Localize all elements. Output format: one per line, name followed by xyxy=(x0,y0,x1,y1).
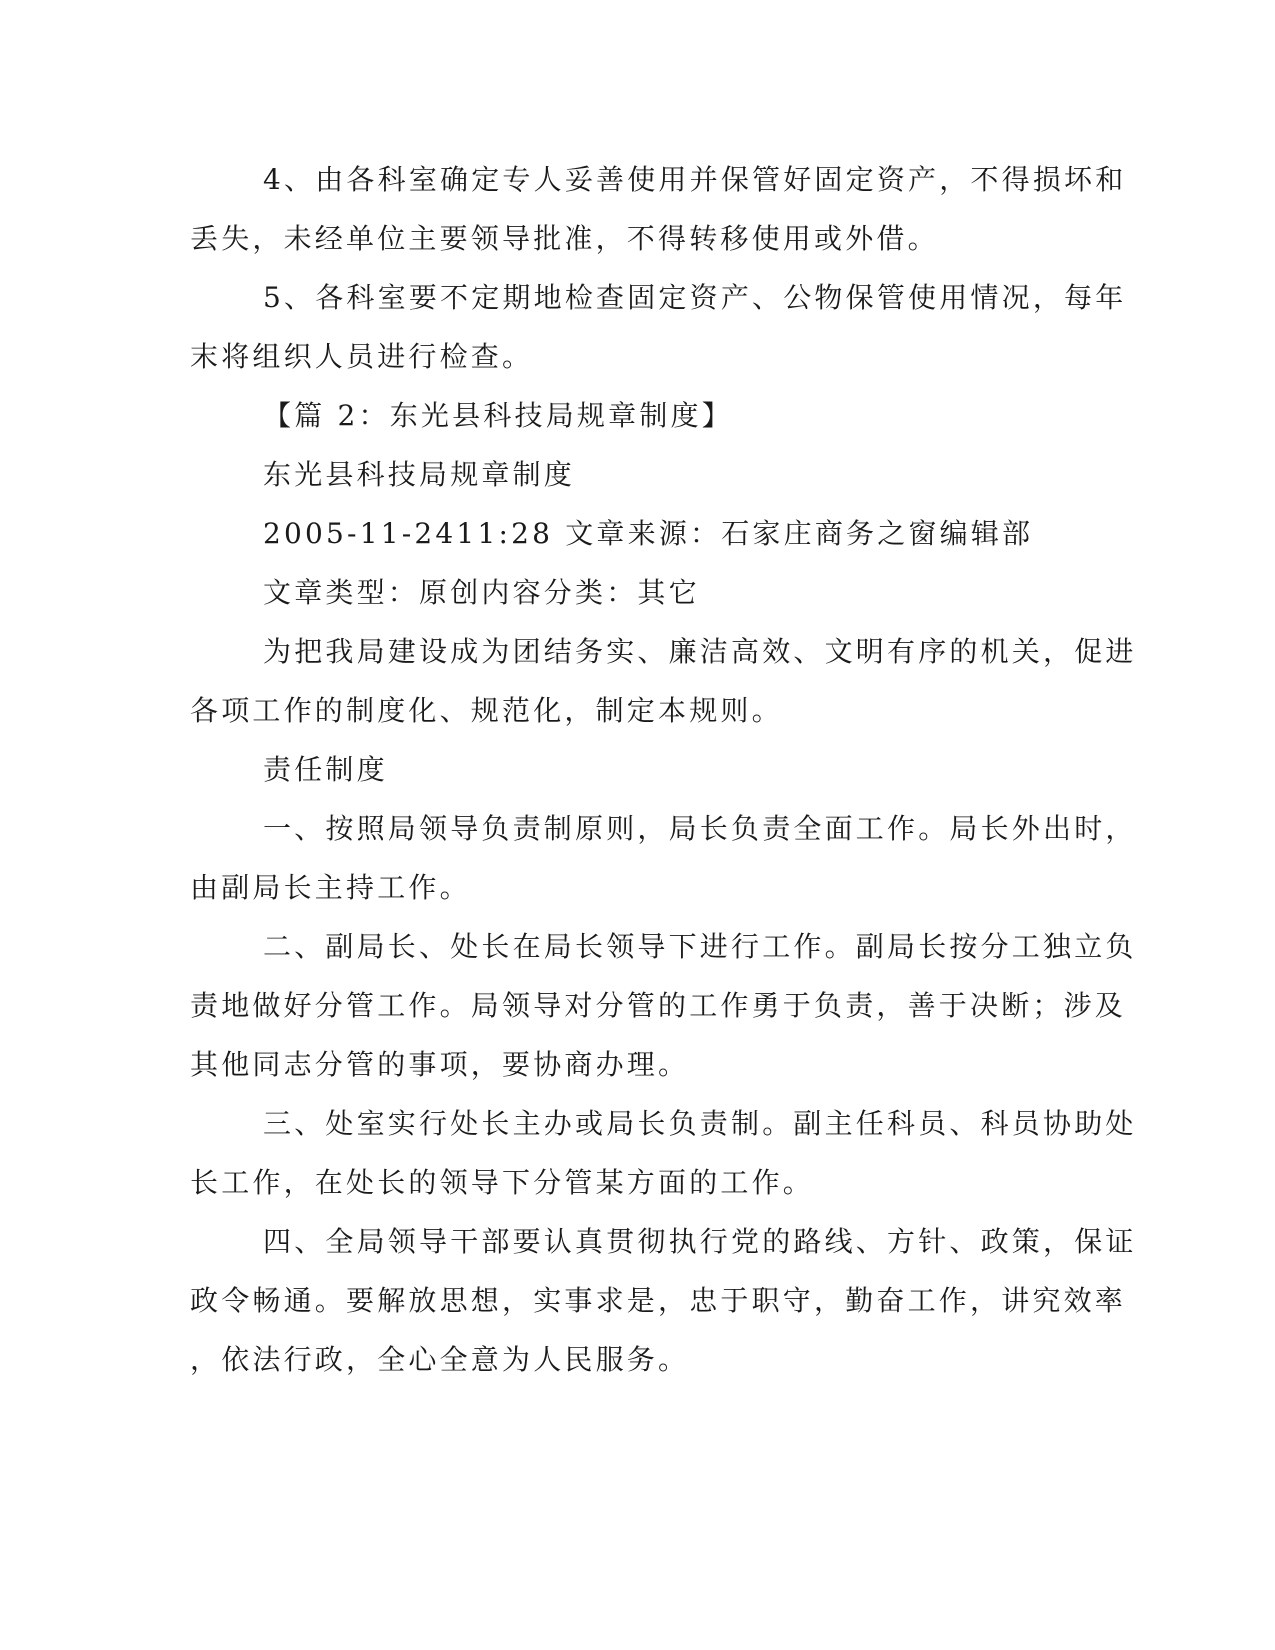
paragraph-line: 各项工作的制度化、规范化，制定本规则。 xyxy=(190,694,783,727)
paragraph-line: 丢失，未经单位主要领导批准，不得转移使用或外借。 xyxy=(190,222,939,255)
paragraph-line: 为把我局建设成为团结务实、廉洁高效、文明有序的机关，促进 xyxy=(263,635,1137,668)
article-meta-type: 文章类型：原创内容分类：其它 xyxy=(263,576,700,609)
paragraph-line: 三、处室实行处长主办或局长负责制。副主任科员、科员协助处 xyxy=(263,1107,1137,1140)
article-title: 东光县科技局规章制度 xyxy=(263,458,576,491)
paragraph-line: 责地做好分管工作。局领导对分管的工作勇于负责，善于决断；涉及 xyxy=(190,989,1127,1022)
paragraph-line: 长工作，在处长的领导下分管某方面的工作。 xyxy=(190,1166,815,1199)
paragraph-line: 末将组织人员进行检查。 xyxy=(190,340,534,373)
paragraph-line: 由副局长主持工作。 xyxy=(190,871,471,904)
paragraph-line: 4、由各科室确定专人妥善使用并保管好固定资产，不得损坏和 xyxy=(263,163,1127,196)
paragraph-line: 政令畅通。要解放思想，实事求是，忠于职守，勤奋工作，讲究效率 xyxy=(190,1284,1127,1317)
paragraph-line: 四、全局领导干部要认真贯彻执行党的路线、方针、政策，保证 xyxy=(263,1225,1137,1258)
subsection-heading: 责任制度 xyxy=(263,753,388,786)
paragraph-line: 一、按照局领导负责制原则，局长负责全面工作。局长外出时， xyxy=(263,812,1137,845)
paragraph-line: 其他同志分管的事项，要协商办理。 xyxy=(190,1048,690,1081)
paragraph-line: 二、副局长、处长在局长领导下进行工作。副局长按分工独立负 xyxy=(263,930,1137,963)
section-heading: 【篇 2：东光县科技局规章制度】 xyxy=(263,399,733,432)
paragraph-line: 5、各科室要不定期地检查固定资产、公物保管使用情况，每年 xyxy=(263,281,1127,314)
article-meta-source: 2005-11-2411:28 文章来源：石家庄商务之窗编辑部 xyxy=(263,517,1034,550)
paragraph-line: ，依法行政，全心全意为人民服务。 xyxy=(190,1343,690,1376)
